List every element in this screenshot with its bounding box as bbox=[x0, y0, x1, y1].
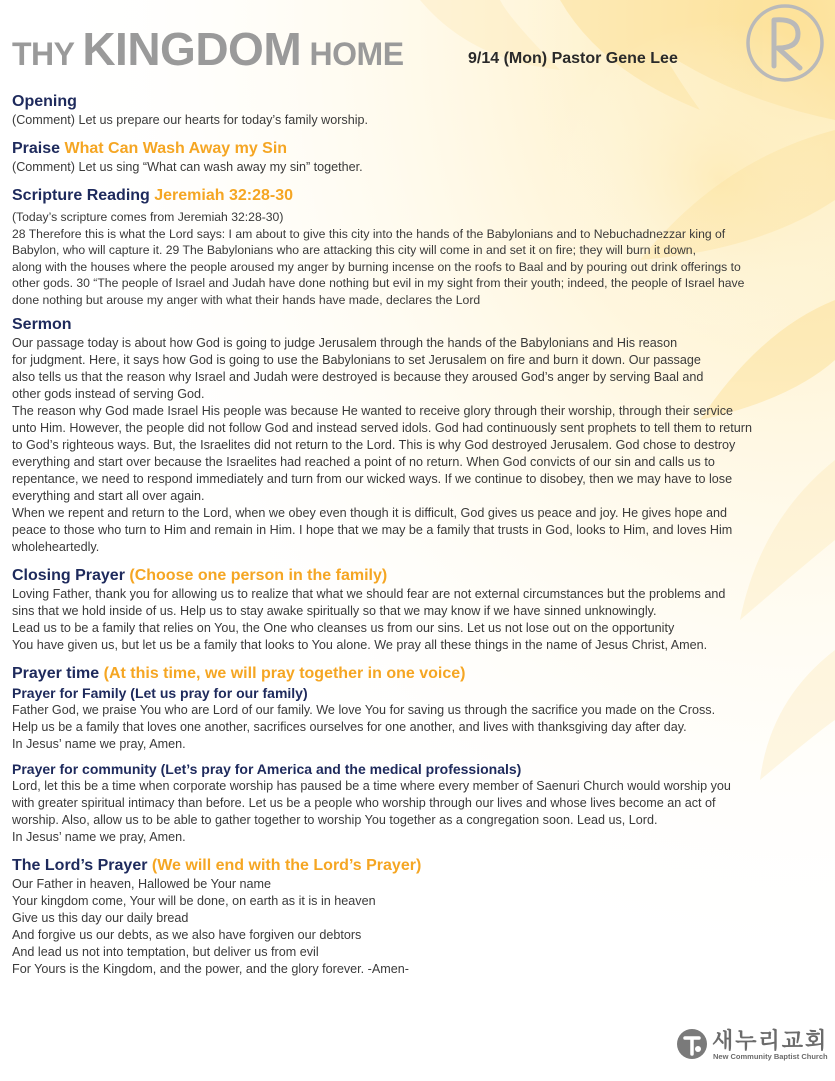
sermon-line: other gods instead of serving God. bbox=[12, 387, 205, 401]
lords-prayer-line: Our Father in heaven, Hallowed be Your name bbox=[12, 877, 272, 891]
closing-prayer-note: (Choose one person in the family) bbox=[129, 567, 388, 584]
scripture-intro: (Today’s scripture comes from Jeremiah 32:28-30) bbox=[12, 210, 284, 224]
closing-prayer-line: Lead us to be a family that relies on You, the One who cleanses us from our sins. Let us not lose out on the opportunity bbox=[12, 621, 675, 635]
sermon-line: When we repent and return to the Lord, when we obey even though it is difficult, God gives us peace and joy. He gives hope and bbox=[12, 506, 728, 520]
prayer-family-line: Help us be a family that loves one another, sacrifices ourselves for one another, and lives with thanksgiving day after day. bbox=[12, 720, 687, 734]
praise-comment: (Comment) Let us sing “What can wash away my sin” together. bbox=[12, 160, 363, 174]
lords-prayer-line: Your kingdom come, Your will be done, on earth as it is in heaven bbox=[12, 894, 376, 908]
sermon-line: to God’s righteous ways. But, the Israelites did not return to the Lord. This is why God destroyed Jerusalem. God chose to destroy bbox=[12, 438, 736, 452]
church-name-korean: 새누리교회 bbox=[712, 1029, 829, 1054]
lords-prayer-line: And forgive us our debts, as we also have forgiven our debtors bbox=[12, 928, 362, 942]
praise-heading: Praise What Can Wash Away my Sin bbox=[12, 140, 288, 157]
lords-prayer-line: For Yours is the Kingdom, and the power, and the glory forever. -Amen- bbox=[12, 962, 409, 976]
prayer-family-heading: Prayer for Family (Let us pray for our family) bbox=[12, 685, 308, 701]
sermon-heading: Sermon bbox=[12, 316, 72, 333]
lords-prayer-section bbox=[12, 856, 830, 978]
praise-song-title: What Can Wash Away my Sin bbox=[64, 140, 288, 157]
sermon-line: everything and start all over again. bbox=[12, 489, 205, 503]
scripture-section bbox=[12, 186, 830, 308]
church-name-english: New Community Baptist Church bbox=[713, 1052, 828, 1061]
lords-prayer-heading: The Lord’s Prayer (We will end with the Lord’s Prayer) bbox=[12, 857, 422, 874]
opening-section bbox=[12, 92, 830, 129]
closing-prayer-line: You have given us, but let us be a family that looks to You alone. We pray all these things in the name of Jesus Christ, Amen. bbox=[12, 638, 708, 652]
scripture-line: Babylon, who will capture it. 29 The Babylonians who are attacking this city will come in and set it on fire; they will burn it down, bbox=[12, 243, 696, 257]
title-kingdom: KINGDOM bbox=[82, 23, 302, 75]
sermon-section bbox=[12, 315, 830, 556]
scripture-reference: Jeremiah 32:28-30 bbox=[154, 187, 294, 204]
lords-prayer-line: Give us this day our daily bread bbox=[12, 911, 189, 925]
prayer-family-line: In Jesus’ name we pray, Amen. bbox=[12, 737, 186, 751]
prayer-community-line: with greater spiritual intimacy than before. Let us be a people who worship through our lives and whose lives become an act of bbox=[12, 796, 716, 810]
prayer-community-line: In Jesus’ name we pray, Amen. bbox=[12, 830, 186, 844]
sermon-line: The reason why God made Israel His people was because He wanted to receive glory through their worship, through their service bbox=[12, 404, 734, 418]
sermon-line: wholeheartedly. bbox=[12, 540, 100, 554]
sermon-line: also tells us that the reason why Israel and Judah were destroyed is because they aroused God’s anger by serving Baal and bbox=[12, 370, 704, 384]
prayer-community-heading: Prayer for community (Let’s pray for America and the medical professionals) bbox=[12, 761, 522, 777]
prayer-time-note: (At this time, we will pray together in one voice) bbox=[103, 665, 466, 682]
opening-heading: Opening bbox=[12, 93, 77, 110]
prayer-time-heading: Prayer time (At this time, we will pray together in one voice) bbox=[12, 665, 466, 682]
church-logo bbox=[676, 1026, 832, 1066]
prayer-community-line: worship. Also, allow us to be able to gather together to worship You together as a congregation soon. Lead us, Lord. bbox=[12, 813, 658, 827]
lords-prayer-note: (We will end with the Lord’s Prayer) bbox=[151, 857, 422, 874]
praise-section bbox=[12, 139, 830, 176]
page-title bbox=[12, 22, 404, 76]
prayer-family-line: Father God, we praise You who are Lord of our family. We love You for saving us through the sacrifice you made on the Cross. bbox=[12, 703, 716, 717]
date-pastor: 9/14 (Mon) Pastor Gene Lee bbox=[468, 50, 678, 67]
scripture-line: along with the houses where the people aroused my anger by burning incense on the roofs to Baal and by pouring out drink offerings to bbox=[12, 259, 741, 274]
title-home: HOME bbox=[301, 36, 404, 72]
scripture-line: other gods. 30 “The people of Israel and Judah have done nothing but evil in my sight from their youth; indeed, the people of Israel have bbox=[12, 276, 745, 290]
scripture-line: 28 Therefore this is what the Lord says: I am about to give this city into the hands of the Babylonians and to Nebuchadnezzar king of bbox=[12, 226, 726, 241]
sermon-line: Our passage today is about how God is going to judge Jerusalem through the hands of the Babylonians and His reason bbox=[12, 336, 678, 350]
sermon-line: repentance, we need to respond immediately and turn from our wicked ways. If we continue to disobey, then we may have to lose bbox=[12, 472, 733, 486]
sermon-line: everything and start over because the Israelites had reached a point of no return. When God convicts of our sin and calls us to bbox=[12, 455, 715, 469]
opening-comment: (Comment) Let us prepare our hearts for today’s family worship. bbox=[12, 113, 369, 127]
sermon-line: unto Him. However, the people did not follow God and instead served idols. God had continuously sent prophets to tell them to return bbox=[12, 421, 752, 435]
closing-prayer-heading: Closing Prayer (Choose one person in the family) bbox=[12, 567, 388, 584]
lords-prayer-line: And lead us not into temptation, but deliver us from evil bbox=[12, 945, 319, 959]
closing-prayer-section bbox=[12, 566, 830, 654]
closing-prayer-line: Loving Father, thank you for allowing us to realize that what we should fear are not external circumstances but the problems and bbox=[12, 587, 726, 601]
worship-guide bbox=[12, 92, 830, 978]
title-thy: THY bbox=[12, 36, 83, 72]
sermon-line: for judgment. Here, it says how God is going to use the Babylonians to set Jerusalem on fire and burn it down. Our passage bbox=[12, 353, 701, 367]
kingdom-home-logo-icon bbox=[744, 2, 826, 84]
church-logo-icon bbox=[676, 1028, 708, 1060]
scripture-line: done nothing but arouse my anger with what their hands have made, declares the Lord bbox=[12, 292, 481, 307]
closing-prayer-line: sins that we hold inside of us. Help us to stay awake spiritually so that we may know if we have sinned unknowingly. bbox=[12, 604, 657, 618]
sermon-line: peace to those who turn to Him and remain in Him. I hope that we may be a family that trusts in God, looks to Him, and loves Him bbox=[12, 523, 733, 537]
prayer-community-line: Lord, let this be a time when corporate worship has paused be a time where every member of Saenuri Church would worship you bbox=[12, 779, 731, 793]
prayer-time-section bbox=[12, 664, 830, 846]
scripture-heading: Scripture Reading Jeremiah 32:28-30 bbox=[12, 187, 294, 204]
